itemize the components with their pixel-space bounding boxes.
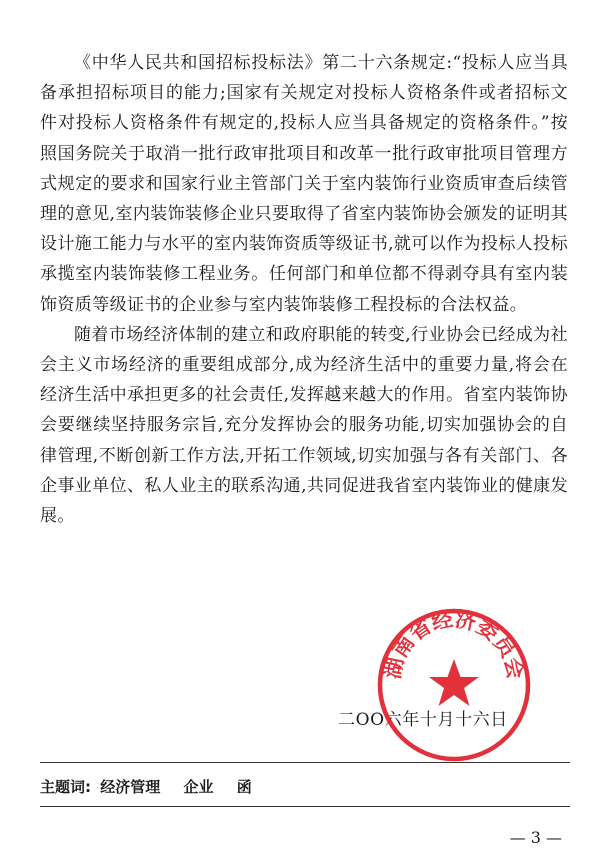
- paragraph-2: 随着市场经济体制的建立和政府职能的转变,行业协会已经成为社会主义市场经济的重要组成部分,成为经济生活中的重要力量,将会在经济生活中承担更多的社会责任,发挥越来越大的作用。省室内装饰协会要继续坚持服务宗旨,充分发挥协会的服务功能,切实加强协会的自律管理,不断创新工作方法,开拓工作领域,切实加强与各有关部门、各企事业单位、私人业主的联系沟通,共同促进我省室内装饰业的健康发展。: [40, 324, 568, 527]
- seal-star-icon: [429, 659, 479, 706]
- document-date: 二OO六年十月十六日: [338, 710, 508, 730]
- official-seal-stamp: [374, 605, 534, 765]
- bottom-rule: [40, 806, 570, 807]
- paragraph-1: 《中华人民共和国招标投标法》第二十六条规定:“投标人应当具备承担招标项目的能力;国家有关规定对投标人资格条件或者招标文件对投标人资格条件有规定的,投标人应当具备规定的资格条件。”按照国务院关于取消一批行政审批项目和改革一批行政审批项目管理方式规定的要求和国家行业主管部门关于室内装饰行业资质审查后续管理的意见,室内装饰装修企业只要取得了省室内装饰协会颁发的证明其设计施工能力与水平的室内装饰资质等级证书,就可以作为投标人投标承揽室内装饰装修工程业务。任何部门和单位都不得剥夺具有室内装饰资质等级证书的企业参与室内装饰装修工程投标的合法权益。: [40, 53, 568, 315]
- keywords-label: 主题词:: [40, 778, 91, 796]
- body-text: [40, 48, 568, 531]
- keyword-item: 企业: [183, 778, 214, 796]
- keyword-item: 经济管理: [100, 778, 161, 796]
- keywords-line: [40, 776, 270, 797]
- page-number: — 3 —: [509, 828, 562, 847]
- keyword-item: 函: [236, 778, 252, 796]
- seal-text: 湖南省经济委员会: [380, 606, 528, 681]
